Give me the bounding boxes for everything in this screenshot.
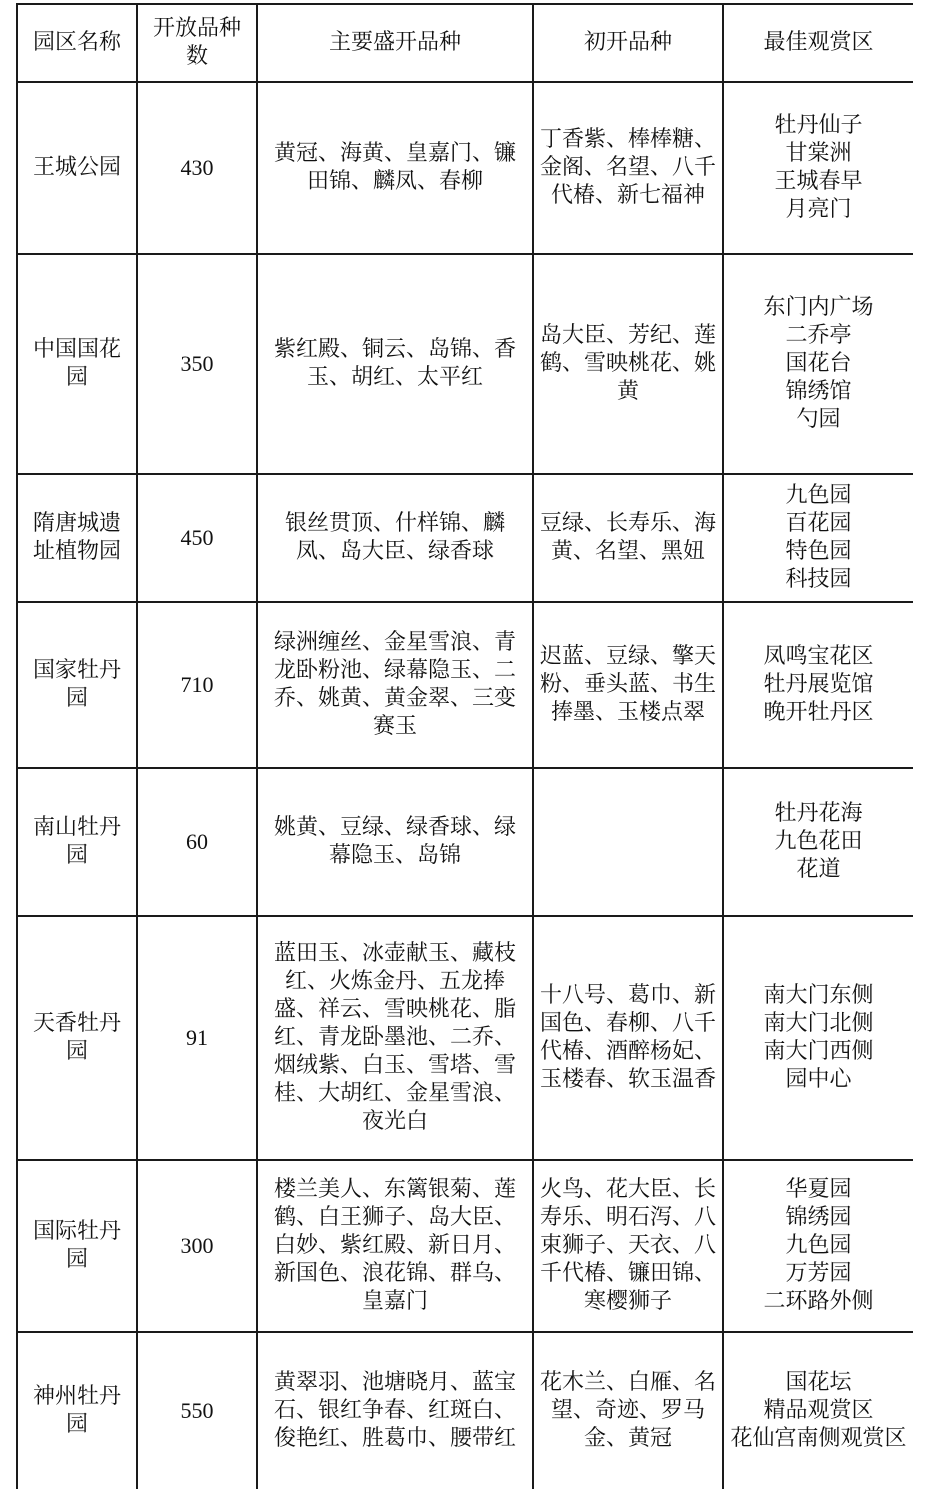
viewing-spot: 二环路外侧 [763,1289,874,1314]
viewing-spot: 华夏园 [785,1177,852,1202]
viewing-spot: 园中心 [785,1067,852,1092]
table-row [17,82,913,254]
best-viewing-area [723,1332,913,1489]
viewing-spot: 牡丹花海 [774,801,863,826]
viewing-spot: 精品观赏区 [763,1398,874,1423]
viewing-spot: 南大门北侧 [763,1011,874,1036]
best-viewing-area [723,768,913,916]
variety-count: 60 [137,768,257,916]
best-viewing-area [723,916,913,1160]
table-row [17,602,913,768]
early-varieties [533,768,723,916]
table-row [17,474,913,602]
viewing-spot: 南大门西侧 [763,1039,874,1064]
table-row [17,1332,913,1489]
viewing-spot: 勺园 [796,407,841,432]
viewing-spot: 二乔亭 [785,323,852,348]
viewing-spot: 牡丹展览馆 [763,672,874,697]
best-viewing-area [723,1160,913,1332]
viewing-spot: 月亮门 [785,197,852,222]
early-varieties: 岛大臣、芳纪、莲鹤、雪映桃花、姚黄 [533,254,723,474]
viewing-spot: 九色花田 [774,829,863,854]
main-varieties: 蓝田玉、冰壶献玉、藏枝红、火炼金丹、五龙捧盛、祥云、雪映桃花、脂红、青龙卧墨池、二乔、烟绒紫、白玉、雪塔、雪桂、大胡红、金星雪浪、夜光白 [257,916,533,1160]
variety-count: 91 [137,916,257,1160]
main-varieties: 楼兰美人、东篱银菊、莲鹤、白王狮子、岛大臣、白妙、紫红殿、新日月、新国色、浪花锦、群乌、皇嘉门 [257,1160,533,1332]
early-varieties: 火鸟、花大臣、长寿乐、明石泻、八束狮子、天衣、八千代椿、镰田锦、寒樱狮子 [533,1160,723,1332]
viewing-spot: 甘棠洲 [785,141,852,166]
table-row [17,916,913,1160]
viewing-spot: 牡丹仙子 [774,113,863,138]
variety-count: 450 [137,474,257,602]
main-varieties: 绿洲缠丝、金星雪浪、青龙卧粉池、绿幕隐玉、二乔、姚黄、黄金翠、三变赛玉 [257,602,533,768]
main-varieties: 黄翠羽、池塘晓月、蓝宝石、银红争春、红斑白、俊艳红、胜葛巾、腰带红 [257,1332,533,1489]
best-viewing-area [723,82,913,254]
viewing-spot: 凤鸣宝花区 [763,644,874,669]
viewing-spot: 锦绣园 [785,1205,852,1230]
garden-name: 隋唐城遗址植物园 [17,474,137,602]
variety-count: 710 [137,602,257,768]
table-row [17,254,913,474]
variety-count: 430 [137,82,257,254]
garden-name: 王城公园 [17,82,137,254]
viewing-spot: 南大门东侧 [763,983,874,1008]
peony-garden-table [16,3,913,1489]
viewing-spot: 王城春早 [774,169,863,194]
viewing-spot: 百花园 [785,511,852,536]
main-varieties: 紫红殿、铜云、岛锦、香玉、胡红、太平红 [257,254,533,474]
main-varieties: 黄冠、海黄、皇嘉门、镰田锦、麟凤、春柳 [257,82,533,254]
early-varieties: 丁香紫、棒棒糖、金阁、名望、八千代椿、新七福神 [533,82,723,254]
best-viewing-area [723,254,913,474]
table-header-row [17,4,913,82]
table-row [17,768,913,916]
header-best-viewing: 最佳观赏区 [723,4,913,82]
early-varieties: 十八号、葛巾、新国色、春柳、八千代椿、酒醉杨妃、玉楼春、软玉温香 [533,916,723,1160]
garden-name: 中国国花园 [17,254,137,474]
viewing-spot: 九色园 [785,483,852,508]
garden-name: 神州牡丹园 [17,1332,137,1489]
early-varieties: 迟蓝、豆绿、擎天粉、垂头蓝、书生捧墨、玉楼点翠 [533,602,723,768]
variety-count: 350 [137,254,257,474]
viewing-spot: 科技园 [785,567,852,592]
early-varieties: 豆绿、长寿乐、海黄、名望、黑妞 [533,474,723,602]
best-viewing-area [723,602,913,768]
main-varieties: 姚黄、豆绿、绿香球、绿幕隐玉、岛锦 [257,768,533,916]
garden-name: 国家牡丹园 [17,602,137,768]
garden-name: 南山牡丹园 [17,768,137,916]
header-variety-count: 开放品种数 [137,4,257,82]
viewing-spot: 国花台 [785,351,852,376]
table-row [17,1160,913,1332]
header-early-varieties: 初开品种 [533,4,723,82]
viewing-spot: 花仙宫南侧观赏区 [730,1426,907,1451]
garden-name: 国际牡丹园 [17,1160,137,1332]
viewing-spot: 九色园 [785,1233,852,1258]
viewing-spot: 晚开牡丹区 [763,700,874,725]
variety-count: 300 [137,1160,257,1332]
header-main-varieties: 主要盛开品种 [257,4,533,82]
peony-table-sheet [16,3,913,1489]
best-viewing-area [723,474,913,602]
viewing-spot: 锦绣馆 [785,379,852,404]
early-varieties: 花木兰、白雁、名望、奇迹、罗马金、黄冠 [533,1332,723,1489]
viewing-spot: 东门内广场 [763,295,874,320]
variety-count: 550 [137,1332,257,1489]
garden-name: 天香牡丹园 [17,916,137,1160]
main-varieties: 银丝贯顶、什样锦、麟凤、岛大臣、绿香球 [257,474,533,602]
viewing-spot: 花道 [796,857,841,882]
viewing-spot: 国花坛 [785,1370,852,1395]
viewing-spot: 万芳园 [785,1261,852,1286]
header-garden-name: 园区名称 [17,4,137,82]
viewing-spot: 特色园 [785,539,852,564]
